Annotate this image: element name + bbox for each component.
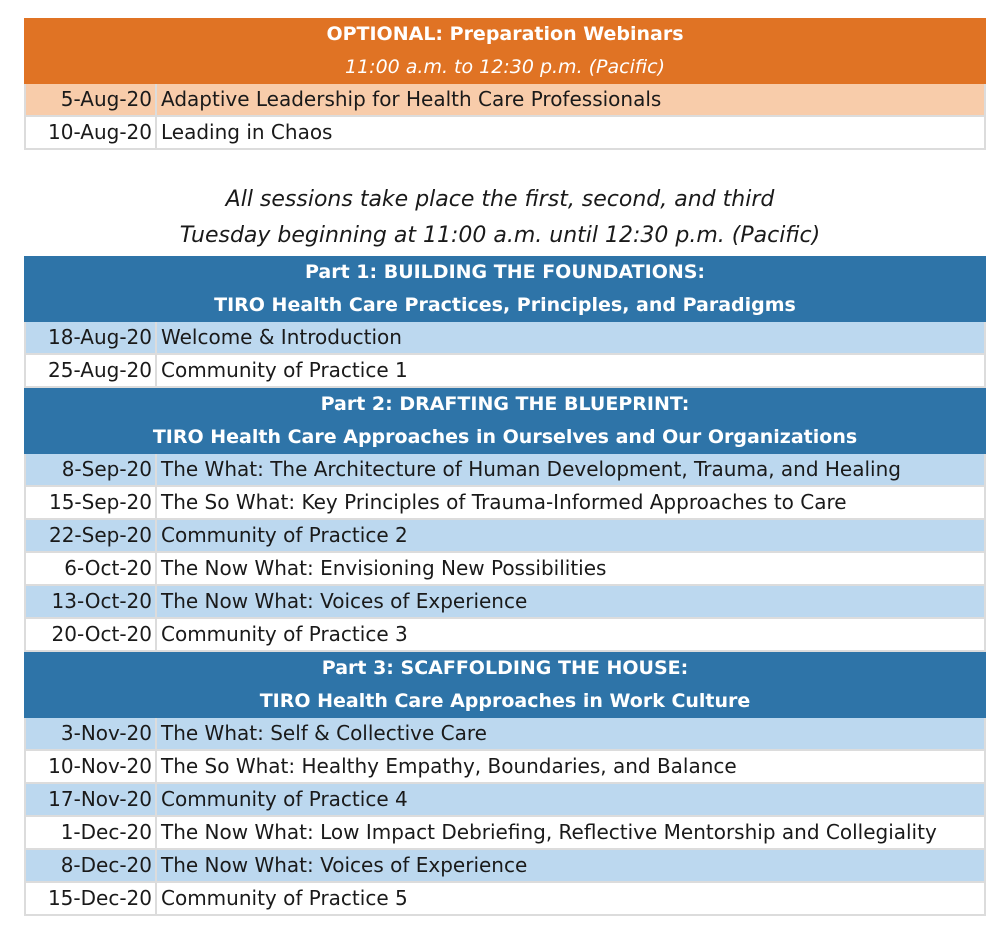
- session-date: 5-Aug-20: [26, 84, 157, 115]
- part-3-header: [24, 652, 986, 718]
- optional-webinars-header: [24, 18, 986, 84]
- session-title: Adaptive Leadership for Health Care Professionals: [161, 87, 662, 111]
- session-title: Community of Practice 5: [161, 886, 408, 910]
- part-2-header: [24, 388, 986, 454]
- session-date: 17-Nov-20: [26, 784, 157, 815]
- sessions-table: [24, 256, 986, 916]
- table-row: [24, 586, 986, 619]
- session-title: The Now What: Low Impact Debriefing, Reflective Mentorship and Collegiality: [161, 820, 937, 844]
- table-row: [24, 883, 986, 916]
- session-title: Leading in Chaos: [161, 120, 333, 144]
- table-row: [24, 553, 986, 586]
- table-row: [24, 718, 986, 751]
- session-date: 15-Sep-20: [26, 487, 157, 518]
- part-1-header: [24, 256, 986, 322]
- session-title: The So What: Key Principles of Trauma-Informed Approaches to Care: [161, 490, 847, 514]
- session-title: The Now What: Voices of Experience: [161, 589, 528, 613]
- table-row: [24, 454, 986, 487]
- session-title: The So What: Healthy Empathy, Boundaries, and Balance: [161, 754, 737, 778]
- session-date: 3-Nov-20: [26, 718, 157, 749]
- part-1-subtitle: TIRO Health Care Practices, Principles, and Paradigms: [214, 294, 796, 316]
- session-title: The What: The Architecture of Human Development, Trauma, and Healing: [161, 457, 901, 481]
- part-2-title: Part 2: DRAFTING THE BLUEPRINT:: [320, 393, 690, 415]
- schedule-note-line-1: All sessions take place the first, second, and third: [225, 187, 775, 212]
- table-row: [24, 322, 986, 355]
- session-date: 20-Oct-20: [26, 619, 157, 650]
- part-3-subtitle: TIRO Health Care Approaches in Work Culture: [259, 690, 751, 712]
- table-row: [24, 355, 986, 388]
- optional-webinars-title: OPTIONAL: Preparation Webinars: [326, 23, 684, 45]
- session-date: 15-Dec-20: [26, 883, 157, 914]
- table-row: [24, 817, 986, 850]
- session-date: 8-Sep-20: [26, 454, 157, 485]
- session-date: 22-Sep-20: [26, 520, 157, 551]
- schedule-note: [0, 182, 1000, 254]
- part-1-title: Part 1: BUILDING THE FOUNDATIONS:: [304, 261, 706, 283]
- session-date: 8-Dec-20: [26, 850, 157, 881]
- table-row: [24, 520, 986, 553]
- part-3-title: Part 3: SCAFFOLDING THE HOUSE:: [321, 657, 689, 679]
- session-date: 13-Oct-20: [26, 586, 157, 617]
- session-title: Welcome & Introduction: [161, 325, 402, 349]
- session-date: 1-Dec-20: [26, 817, 157, 848]
- optional-webinars-time: 11:00 a.m. to 12:30 p.m. (Pacific): [344, 56, 666, 78]
- session-title: Community of Practice 3: [161, 622, 408, 646]
- session-date: 10-Aug-20: [26, 117, 157, 148]
- table-row: [24, 619, 986, 652]
- session-date: 6-Oct-20: [26, 553, 157, 584]
- table-row: [24, 784, 986, 817]
- session-title: Community of Practice 4: [161, 787, 408, 811]
- schedule-note-line-2: Tuesday beginning at 11:00 a.m. until 12:30 p.m. (Pacific): [179, 223, 821, 248]
- session-date: 10-Nov-20: [26, 751, 157, 782]
- session-title: The Now What: Envisioning New Possibilities: [161, 556, 607, 580]
- session-title: The What: Self & Collective Care: [161, 721, 487, 745]
- session-title: Community of Practice 1: [161, 358, 408, 382]
- table-row: [24, 117, 986, 150]
- table-row: [24, 850, 986, 883]
- session-date: 18-Aug-20: [26, 322, 157, 353]
- session-title: The Now What: Voices of Experience: [161, 853, 528, 877]
- session-date: 25-Aug-20: [26, 355, 157, 386]
- table-row: [24, 487, 986, 520]
- session-title: Community of Practice 2: [161, 523, 408, 547]
- table-row: [24, 84, 986, 117]
- table-row: [24, 751, 986, 784]
- optional-webinars-table: [24, 18, 986, 150]
- part-2-subtitle: TIRO Health Care Approaches in Ourselves and Our Organizations: [152, 426, 858, 448]
